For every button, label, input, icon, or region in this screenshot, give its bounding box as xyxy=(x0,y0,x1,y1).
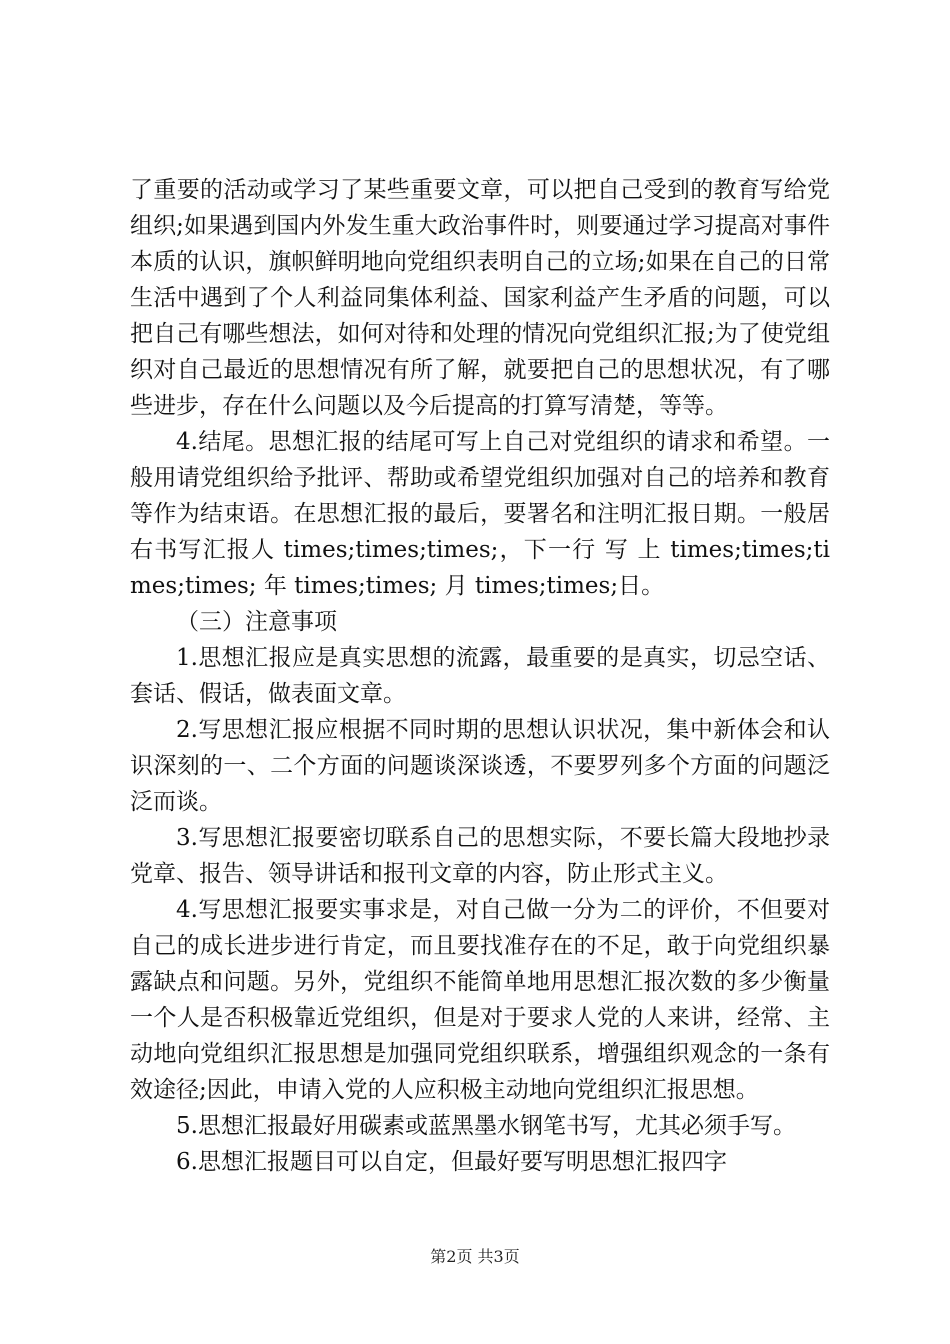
paragraph-note-2: 2.写思想汇报应根据不同时期的思想认识状况，集中新体会和认识深刻的一、二个方面的问题谈深谈透，不要罗列多个方面的问题泛泛而谈。 xyxy=(130,717,830,815)
paragraph-note-5: 5.思想汇报最好用碳素或蓝黑墨水钢笔书写，尤其必须手写。 xyxy=(176,1113,796,1139)
paragraph-note-6: 6.思想汇报题目可以自定，但最好要写明思想汇报四字 xyxy=(176,1149,727,1175)
paragraph-note-3: 3.写思想汇报要密切联系自己的思想实际，不要长篇大段地抄录党章、报告、领导讲话和报刊文章的内容，防止形式主义。 xyxy=(130,825,830,887)
paragraph-continuation: 了重要的活动或学习了某些重要文章，可以把自己受到的教育写给党组织;如果遇到国内外发生重大政治事件时，则要通过学习提高对事件本质的认识，旗帜鲜明地向党组织表明自己的立场;如果在自己的日常生活中遇到了个人利益同集体利益、国家利益产生矛盾的问题，可以把自己有哪些想法，如何对待和处理的情况向党组织汇报;为了使党组织对自己最近的思想情况有所了解，就要把自己的思想状况，有了哪些进步，存在什么问题以及今后提高的打算写清楚，等等。 xyxy=(130,177,830,419)
paragraph-ending-section: 4.结尾。思想汇报的结尾可写上自己对党组织的请求和希望。一般用请党组织给予批评、帮助或希望党组织加强对自己的培养和教育等作为结束语。在思想汇报的最后，要署名和注明汇报日期。一般居右书写汇报人 times;times;times;，下一行 写 上 times;times;times;times; 年 times;times; 月 times;times;日。 xyxy=(130,429,830,599)
section-heading-notes: （三）注意事项 xyxy=(176,609,337,635)
page-number-footer: 第2页 共3页 xyxy=(430,1247,520,1266)
paragraph-note-4: 4.写思想汇报要实事求是，对自己做一分为二的评价，不但要对自己的成长进步进行肯定，而且要找准存在的不足，敢于向党组织暴露缺点和问题。另外，党组织不能简单地用思想汇报次数的多少衡量一个人是否积极靠近党组织，但是对于要求人党的人来讲，经常、主动地向党组织汇报思想是加强同党组织联系，增强组织观念的一条有效途径;因此，申请入党的人应积极主动地向党组织汇报思想。 xyxy=(130,897,830,1103)
paragraph-note-1: 1.思想汇报应是真实思想的流露，最重要的是真实，切忌空话、套话、假话，做表面文章。 xyxy=(130,645,830,707)
document-body xyxy=(130,172,830,1180)
